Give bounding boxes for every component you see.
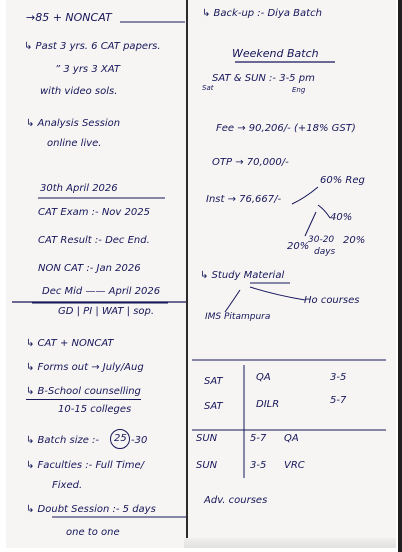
note-line: ↳ Past 3 yrs. 6 CAT papers. bbox=[24, 41, 161, 52]
note-line: 60% Reg bbox=[320, 175, 365, 186]
note-line: Ho courses bbox=[304, 295, 360, 306]
note-line: ↳ Analysis Session bbox=[26, 118, 121, 129]
note-line: ” 3 yrs 3 XAT bbox=[55, 64, 120, 75]
margin-note: Sat bbox=[202, 84, 214, 92]
schedule-cell: DILR bbox=[256, 399, 280, 410]
note-line: 40% bbox=[330, 212, 353, 223]
schedule-cell: SUN bbox=[196, 460, 218, 471]
note-line: days bbox=[314, 247, 336, 257]
note-line: CAT Result :- Dec End. bbox=[38, 235, 150, 246]
note-line: Inst → 76,667/- bbox=[206, 194, 282, 205]
note-line: Dec Mid —— April 2026 bbox=[42, 286, 161, 297]
note-line: →85 + NONCAT bbox=[26, 11, 112, 24]
note-line: ↳ Batch size :- bbox=[26, 435, 100, 446]
margin-note: Eng bbox=[292, 86, 306, 94]
schedule-cell: VRC bbox=[284, 460, 305, 471]
note-line: CAT Exam :- Nov 2025 bbox=[38, 207, 150, 218]
note-line: Fee → 90,206/- (+18% GST) bbox=[216, 123, 356, 134]
note-line: Fixed. bbox=[52, 480, 83, 491]
note-line: ↳ Back-up :- Diya Batch bbox=[202, 8, 322, 19]
schedule-cell: 3-5 bbox=[330, 372, 347, 383]
schedule-cell: SUN bbox=[196, 433, 218, 444]
section-heading: Weekend Batch bbox=[232, 47, 319, 60]
schedule-cell: SAT bbox=[204, 376, 223, 387]
note-line: ↳ Study Material bbox=[200, 270, 285, 281]
schedule-cell: QA bbox=[284, 433, 299, 444]
note-line: with video sols. bbox=[40, 86, 118, 97]
note-line: 20% bbox=[287, 241, 310, 252]
note-line: ↳ Doubt Session :- 5 days bbox=[26, 504, 156, 515]
note-line: online live. bbox=[47, 138, 102, 149]
note-line: 10-15 colleges bbox=[58, 404, 132, 415]
note-line: 20% bbox=[343, 235, 366, 246]
note-line: 25 bbox=[114, 433, 127, 444]
note-line: ↳ B-School counselling bbox=[26, 387, 141, 400]
note-line: SAT & SUN :- 3-5 pm bbox=[212, 73, 315, 84]
note-line: one to one bbox=[66, 527, 120, 538]
schedule-cell: 5-7 bbox=[250, 433, 267, 444]
note-line: GD | PI | WAT | sop. bbox=[58, 306, 155, 317]
schedule-cell: 3-5 bbox=[250, 460, 267, 471]
schedule-cell: SAT bbox=[204, 401, 223, 412]
note-line: IMS Pitampura bbox=[205, 312, 271, 322]
note-line: NON CAT :- Jan 2026 bbox=[38, 263, 141, 274]
note-line: OTP → 70,000/- bbox=[212, 157, 289, 168]
date-heading: 30th April 2026 bbox=[40, 183, 118, 194]
note-line: 30-20 bbox=[308, 235, 335, 245]
note-line: ↳ Faculties :- Full Time/ bbox=[26, 460, 145, 471]
note-line: -30 bbox=[131, 435, 148, 446]
note-line: ↳ CAT + NONCAT bbox=[26, 338, 114, 349]
schedule-cell: 5-7 bbox=[330, 395, 347, 406]
note-line: Adv. courses bbox=[204, 495, 268, 506]
schedule-cell: QA bbox=[256, 372, 271, 383]
note-line: ↳ Forms out → July/Aug bbox=[26, 362, 144, 373]
